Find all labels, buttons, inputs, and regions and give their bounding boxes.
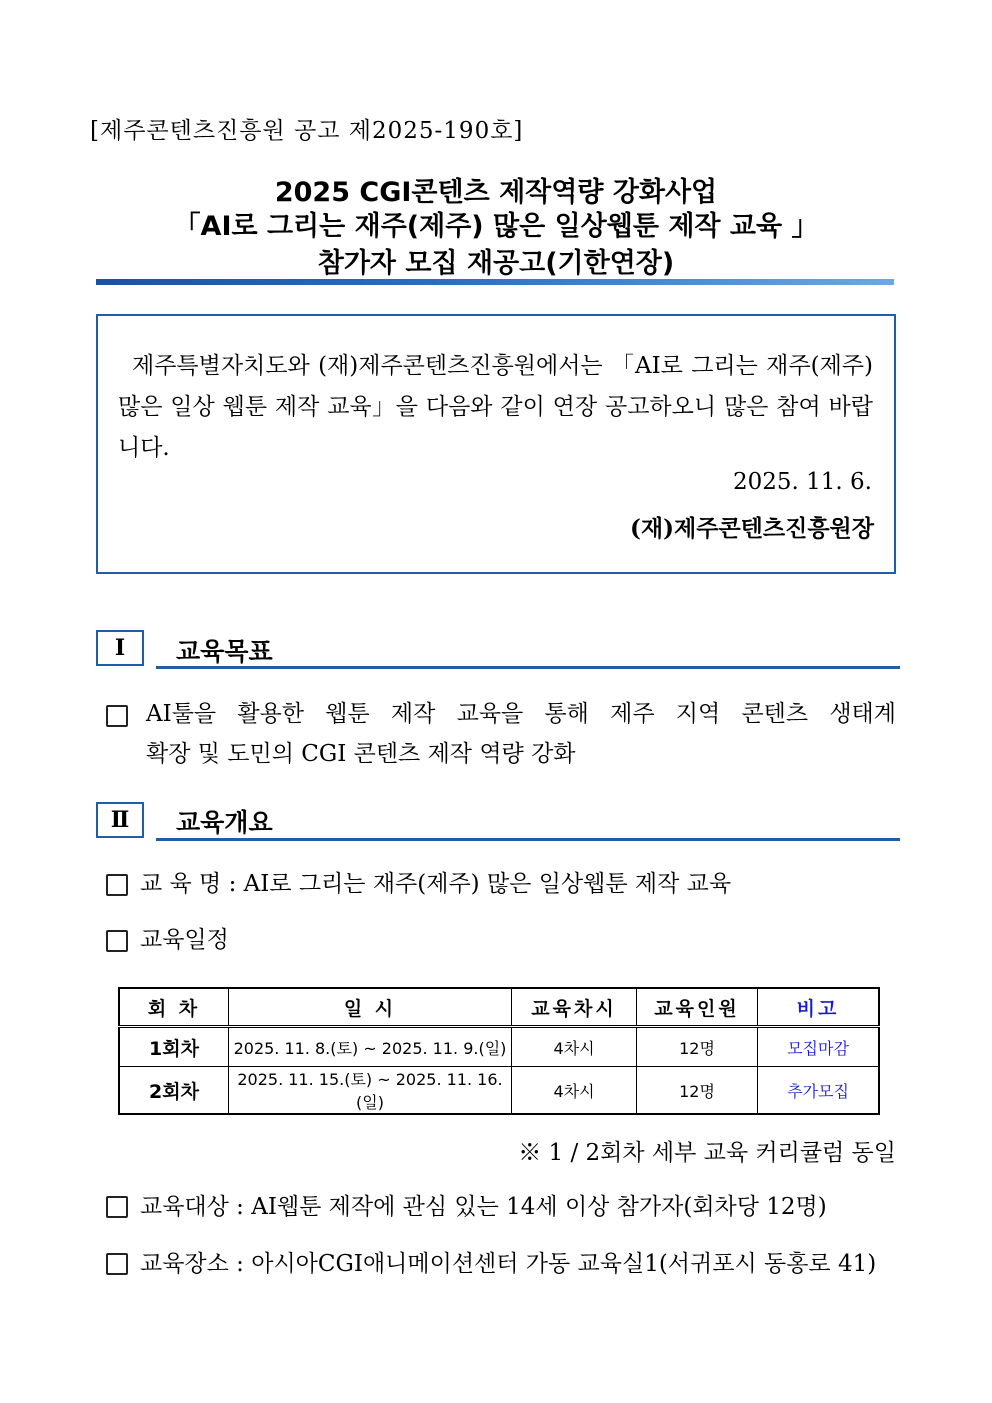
header-datetime: 일 시 <box>229 988 512 1027</box>
intro-signature: (재)제주콘텐츠진흥원장 <box>630 515 874 542</box>
section-2-number: Ⅱ <box>96 802 144 838</box>
title-line-3: 참가자 모집 재공고(기한연장) <box>317 248 675 279</box>
cell-sessions: 4차시 <box>512 1027 637 1067</box>
notice-number: [제주콘텐츠진흥원 공고 제2025-190호] <box>90 118 524 144</box>
curriculum-note: ※ 1 / 2회차 세부 교육 커리큘럼 동일 <box>518 1140 896 1166</box>
schedule-label: 교육일정 <box>140 927 229 953</box>
checkbox-venue <box>106 1253 128 1275</box>
schedule-table <box>118 987 880 1115</box>
checkbox-goal <box>106 705 128 727</box>
checkbox-target <box>106 1196 128 1218</box>
section-2-rule <box>156 838 900 841</box>
education-venue: 교육장소 : 아시아CGI애니메이션센터 가동 교육실1(서귀포시 동홍로 41) <box>140 1251 877 1277</box>
header-remarks: 비고 <box>758 988 880 1027</box>
course-name: 교 육 명 : AI로 그리는 재주(제주) 많은 일상웹툰 제작 교육 <box>140 871 732 897</box>
header-capacity: 교육인원 <box>637 988 758 1027</box>
header-round: 회 차 <box>119 988 229 1027</box>
section-2-title: 교육개요 <box>176 808 273 837</box>
title-underline <box>96 279 894 285</box>
cell-datetime: 2025. 11. 15.(토) ~ 2025. 11. 16.(일) <box>229 1067 512 1115</box>
intro-body: 제주특별자치도와 (재)제주콘텐츠진흥원에서는 「AI로 그리는 재주(제주) 많은 일상 웹툰 제작 교육」을 다음와 같이 연장 공고하오니 많은 참여 바랍니다. <box>118 353 873 461</box>
intro-box <box>96 314 896 574</box>
header-sessions: 교육차시 <box>512 988 637 1027</box>
section-1-rule <box>156 666 900 669</box>
cell-datetime: 2025. 11. 8.(토) ~ 2025. 11. 9.(일) <box>229 1027 512 1067</box>
cell-capacity: 12명 <box>637 1027 758 1067</box>
cell-round: 2회차 <box>119 1067 229 1115</box>
table-row <box>119 1027 879 1067</box>
intro-date: 2025. 11. 6. <box>733 469 872 495</box>
cell-round: 1회차 <box>119 1027 229 1067</box>
goal-line-1: AI툴을 활용한 웹툰 제작 교육을 통해 제주 지역 콘텐츠 생태계 <box>146 701 896 727</box>
checkbox-course-name <box>106 874 128 896</box>
goal-line-2: 확장 및 도민의 CGI 콘텐츠 제작 역량 강화 <box>146 741 576 767</box>
cell-remarks: 추가모집 <box>758 1067 880 1115</box>
cell-sessions: 4차시 <box>512 1067 637 1115</box>
cell-remarks: 모집마감 <box>758 1027 880 1067</box>
title-line-2: 「AI로 그리는 재주(제주) 많은 일상웹툰 제작 교육 」 <box>173 211 819 242</box>
cell-capacity: 12명 <box>637 1067 758 1115</box>
education-target: 교육대상 : AI웹툰 제작에 관심 있는 14세 이상 참가자(회차당 12명) <box>140 1194 827 1220</box>
table-row <box>119 1067 879 1115</box>
table-header-row <box>119 988 879 1027</box>
checkbox-schedule <box>106 930 128 952</box>
section-1-number: Ⅰ <box>96 630 144 666</box>
title-line-1: 2025 CGI콘텐츠 제작역량 강화사업 <box>274 177 718 208</box>
section-1-title: 교육목표 <box>176 637 273 666</box>
